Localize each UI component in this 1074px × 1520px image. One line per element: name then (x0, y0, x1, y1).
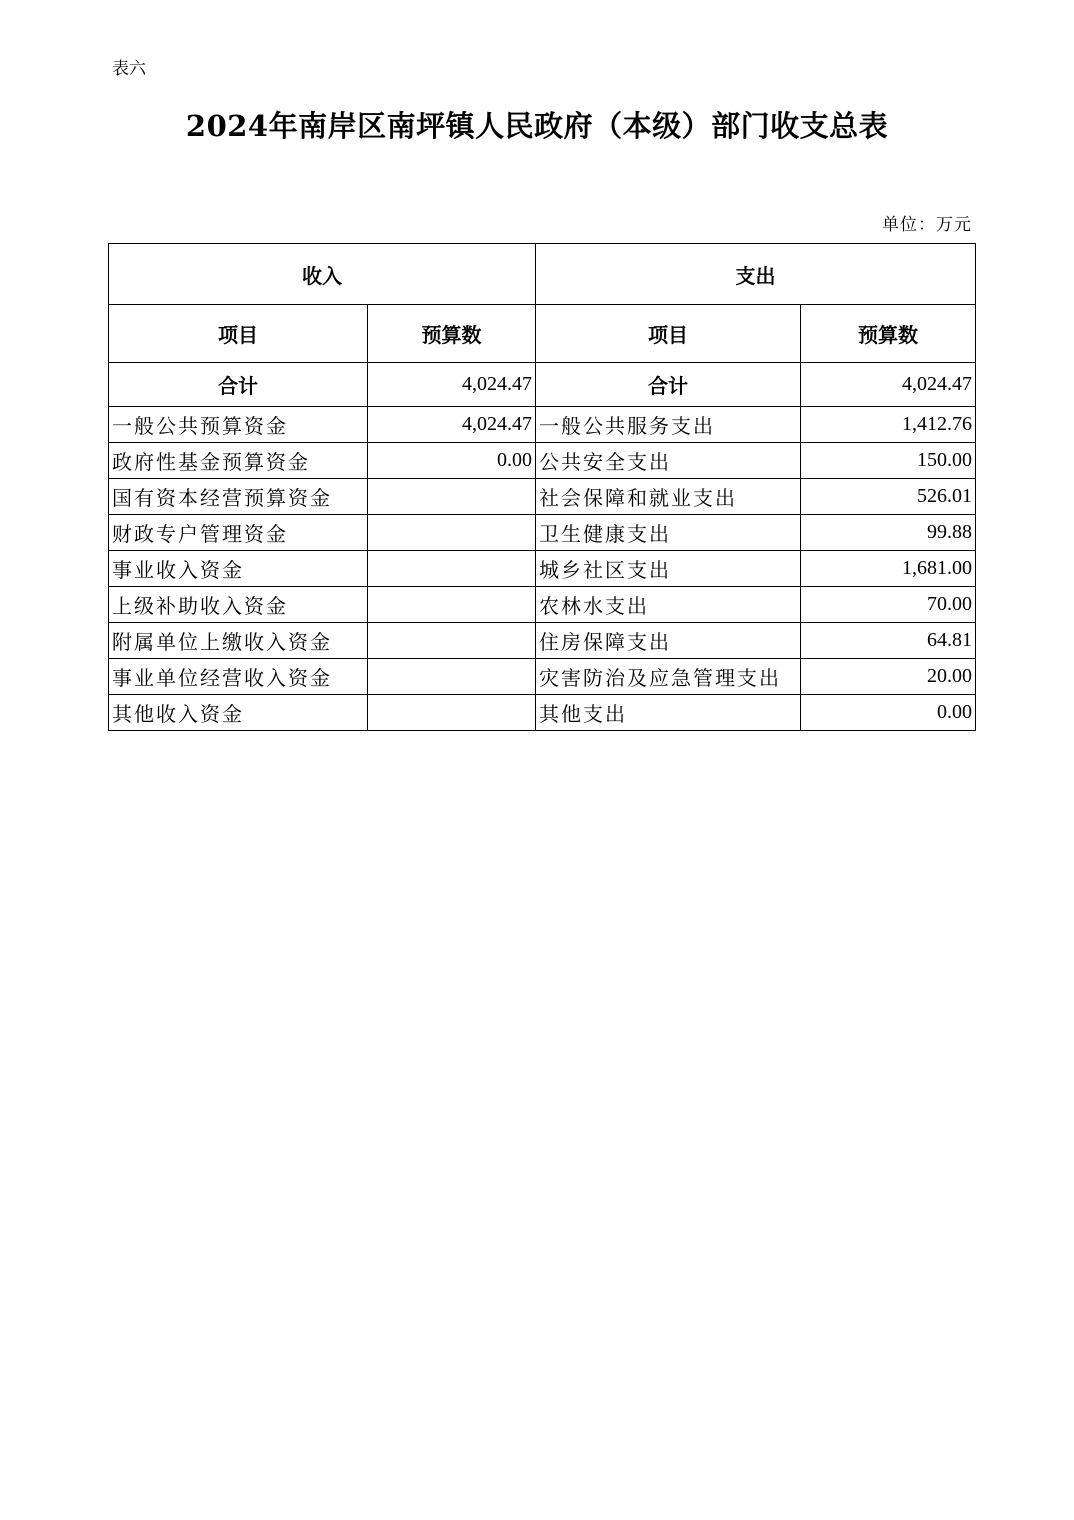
expense-item-header: 项目 (536, 305, 801, 363)
income-item: 国有资本经营预算资金 (109, 479, 368, 515)
section-header-row (109, 244, 976, 305)
income-item: 附属单位上缴收入资金 (109, 623, 368, 659)
expense-value: 526.01 (801, 479, 976, 515)
expense-item: 灾害防治及应急管理支出 (536, 659, 801, 695)
income-budget-header: 预算数 (368, 305, 536, 363)
table-row (109, 443, 976, 479)
expense-item: 其他支出 (536, 695, 801, 731)
income-item-header: 项目 (109, 305, 368, 363)
expense-item: 住房保障支出 (536, 623, 801, 659)
table-row (109, 551, 976, 587)
table-number: 表六 (112, 59, 146, 79)
expense-total-label: 合计 (536, 363, 801, 407)
unit-label: 单位：万元 (882, 215, 972, 235)
table-row (109, 659, 976, 695)
income-value: 0.00 (368, 443, 536, 479)
income-item: 财政专户管理资金 (109, 515, 368, 551)
income-value (368, 659, 536, 695)
expense-value: 99.88 (801, 515, 976, 551)
table-row (109, 587, 976, 623)
income-item: 事业单位经营收入资金 (109, 659, 368, 695)
income-value (368, 587, 536, 623)
table-row (109, 623, 976, 659)
expense-value: 0.00 (801, 695, 976, 731)
income-total-label: 合计 (109, 363, 368, 407)
expense-value: 64.81 (801, 623, 976, 659)
table-row (109, 695, 976, 731)
income-value (368, 515, 536, 551)
expense-value: 70.00 (801, 587, 976, 623)
expense-item: 城乡社区支出 (536, 551, 801, 587)
expense-section-header: 支出 (536, 244, 976, 305)
expense-value: 150.00 (801, 443, 976, 479)
expense-budget-header: 预算数 (801, 305, 976, 363)
expense-item: 社会保障和就业支出 (536, 479, 801, 515)
income-value (368, 623, 536, 659)
table-row (109, 407, 976, 443)
income-total-value: 4,024.47 (368, 363, 536, 407)
expense-item: 公共安全支出 (536, 443, 801, 479)
income-value (368, 695, 536, 731)
total-row (109, 363, 976, 407)
table-row (109, 479, 976, 515)
expense-item: 农林水支出 (536, 587, 801, 623)
income-item: 一般公共预算资金 (109, 407, 368, 443)
income-item: 政府性基金预算资金 (109, 443, 368, 479)
expense-value: 1,681.00 (801, 551, 976, 587)
budget-table (108, 243, 976, 731)
income-item: 其他收入资金 (109, 695, 368, 731)
expense-value: 1,412.76 (801, 407, 976, 443)
income-value (368, 551, 536, 587)
income-section-header: 收入 (109, 244, 536, 305)
income-value: 4,024.47 (368, 407, 536, 443)
income-item: 上级补助收入资金 (109, 587, 368, 623)
expense-item: 一般公共服务支出 (536, 407, 801, 443)
income-item: 事业收入资金 (109, 551, 368, 587)
table-row (109, 515, 976, 551)
expense-total-value: 4,024.47 (801, 363, 976, 407)
page-title: 2024年南岸区南坪镇人民政府（本级）部门收支总表 (185, 109, 889, 143)
expense-item: 卫生健康支出 (536, 515, 801, 551)
expense-value: 20.00 (801, 659, 976, 695)
column-header-row (109, 305, 976, 363)
income-value (368, 479, 536, 515)
